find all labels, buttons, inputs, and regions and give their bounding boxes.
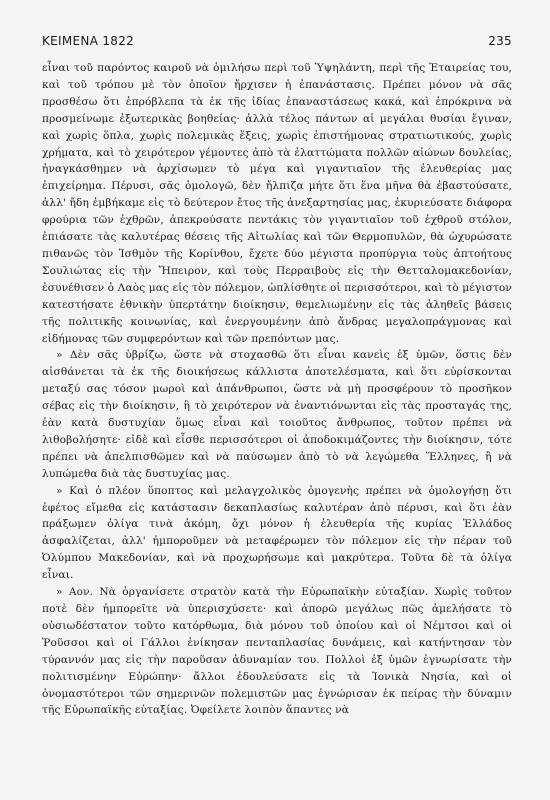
- body-text: [42, 60, 512, 719]
- paragraph-2: » Δὲν σᾶς ὑβρίζω, ὥστε νὰ στοχασθῶ ὅτι εἶναι κανεὶς ἐξ ὑμῶν, ὅστις δὲν αἰσθάνεται τὰ ἐκ τῆς διοικήσεως κάλλιστα ἀποτελέσματα, καὶ ὅτι εὑρίσκονται μεταξύ σας τόσον μωροὶ καὶ ἀπάνθρωποι, ὥστε νὰ μὴ προσφέρουν τὸ προσῆκον σέβας εἰς τὴν διοίκησιν, ἢ τὸ χειρότερον νὰ ἐναντιόνωνται εἰς τὰς προσταγάς της, ἐὰν κατὰ δυστυχίαν ὅμως εἶναι καὶ τοιοῦτος ἄνθρωπος, τοῦτον πρέπει νὰ λιθοβολήσητε· εἰδὲ καὶ εἶσθε περισσότεροι οἱ ἀποδοκιμάζοντες τὴν διοίκησιν, τότε πρέπει νὰ ἀπελπισθῶμεν καὶ νὰ παύσωμεν ἀπὸ τὸ νὰ λεγώμεθα Ἕλληνες, ἢ νὰ λυπώμεθα διὰ τὰς δυστυχίας μας.: [42, 349, 512, 480]
- paragraph-3: » Καὶ ὁ πλέον ὕποπτος καὶ μελαγχολικὸς ὁμογενὴς πρέπει νὰ ὁμολογήσῃ ὅτι ἐφέτος εἴμεθα εἰς κατάστασιν δεκαπλασίως καλυτέραν ἀπὸ πέρυσι, καὶ ὅτι ἐὰν πράξωμεν ὀλίγα τινὰ ἀκόμη, ὄχι μόνον ἡ ἐλευθερία τῆς κυρίας Ἑλλάδος ἀσφαλίζεται, ἀλλ' ἠμποροῦμεν νὰ μεταφέρωμεν τὸν πόλεμον εἰς τὴν πέραν τοῦ Ὀλύμπου Μακεδονίαν, καὶ νὰ προχωρήσωμε καὶ μακρύτερα. Τοῦτα δὲ τὰ ὀλίγα εἶναι.: [42, 484, 512, 582]
- running-header: [42, 34, 512, 48]
- header-title: ΚΕΙΜΕΝΑ 1822: [42, 34, 135, 48]
- page-number: 235: [488, 34, 512, 48]
- paragraph-4: » Αον. Νὰ ὀργανίσετε στρατὸν κατὰ τὴν Εὐρωπαϊκὴν εὐταξίαν. Χωρὶς τοῦτον ποτὲ δὲν ἠμπορεῖτε νὰ ὑπερισχύσετε· καὶ ἀπορῶ μεγάλως πῶς ἀμελήσατε τὸ οὐσιωδέστατον τοῦτο κατόρθωμα, διὰ μόνου τοῦ ὁποίου καὶ οἱ Νέμτσοι καὶ οἱ Ῥοῦσσοι καὶ οἱ Γάλλοι ἐνίκησαν πενταπλασίας δυνάμεις, καὶ κατήντησαν τὸν τύραννόν μας εἰς τὴν παροῦσαν ἀδυναμίαν του. Πολλοὶ ἐξ ὑμῶν ἐγνωρίσατε τὴν πολιτισμένην Εὐρώπην· ἄλλοι ἐδουλεύσατε εἰς τὰ Ἰονικὰ Νησία, καὶ οἱ ὀνομαστότεροι τῶν σημερινῶν πολεμιστῶν μας ἐγνώρισαν ἐκ πείρας τὴν δύναμιν τῆς Εὐρωπαϊκῆς εὐταξίας. Ὀφείλετε λοιπὸν ἅπαντες νὰ: [42, 586, 512, 717]
- paragraph-1: εἶναι τοῦ παρόντος καιροῦ νὰ ὁμιλήσω περὶ τοῦ Ὑψηλάντη, περὶ τῆς Ἑταιρείας του, καὶ τοῦ τρόπου μὲ τὸν ὁποῖον ἤρχισεν ἡ ἐπανάστασις. Πρέπει μόνον νὰ σᾶς προσθέσω ὅτι ἐπρόβλεπα τὰ ἐκ τῆς ἰδίας ἐπαναστάσεως κακά, καὶ ἐπρόκρινα νὰ προσμείνωμε ἐξωτερικὰς βοηθείας· ἀλλὰ τέλος πάντων αἱ μεγάλαι θυσίαι ἔγιναν, καὶ χωρὶς ὅπλα, χωρὶς πολεμικὰς ἕξεις, χωρὶς ἐπιστήμονας στρατιωτικούς, χωρὶς χρήματα, καὶ τὸ χειρότερον γέμοντες ἀπὸ τὰ ἐλαττώματα πολλῶν αἰώνων δουλείας, ἠναγκάσθημεν νὰ ἀρχίσωμεν τὸ μέγα καὶ γιγαντιαῖον τῆς ἐλευθερίας μας ἐπιχείρημα. Πέρυσι, σᾶς ὁμολογῶ, δὲν ἤλπιζα μήτε ὅτι ἕνα μῆνα θὰ ἐβαστούσατε, ἀλλ' ἤδη ἐμβήκαμε εἰς τὸ δεύτερον ἔτος τῆς ἀνεξαρτησίας μας, ἐκυριεύσατε διάφορα φρούρια τῶν ἐχθρῶν, ἀπεκρούσατε πεντάκις τὸν γιγαντιαῖον τοῦ ἐχθροῦ στόλον, ἐπιάσατε τὰς καλυτέρας θέσεις τῆς Αἰτωλίας καὶ τῶν Θερμοπυλῶν, θὰ ὠχυρώσατε πιθανῶς τὸν Ἰσθμὸν τῆς Κορίνθου, ἔχετε δύο μέγιστα προπύργια τοὺς ἀπτοήτους Σουλιώτας εἰς τὴν Ἤπειρον, καὶ τοὺς Περραιβοὺς εἰς τὴν Θετταλομακεδονίαν, ἐσυνέθισεν ὁ Λαὸς μας εἰς τὸν πόλεμον, ὡπλίσθητε οἱ περισσότεροι, καὶ τὸ μέγιστον κατεστήσατε ἐθνικὴν ὑπερτάτην διοίκησιν, θεμελιωμένην εἰς τὰς ἀληθεῖς βάσεις τῆς πολιτικῆς κοινωνίας, καὶ ἐνεργουμένην ἀπὸ ἄνδρας μεγαλοπράγμονας καὶ εἰδήμονας τῶν συμφερόντων καὶ τῶν πρεπόντων μας.: [42, 62, 512, 345]
